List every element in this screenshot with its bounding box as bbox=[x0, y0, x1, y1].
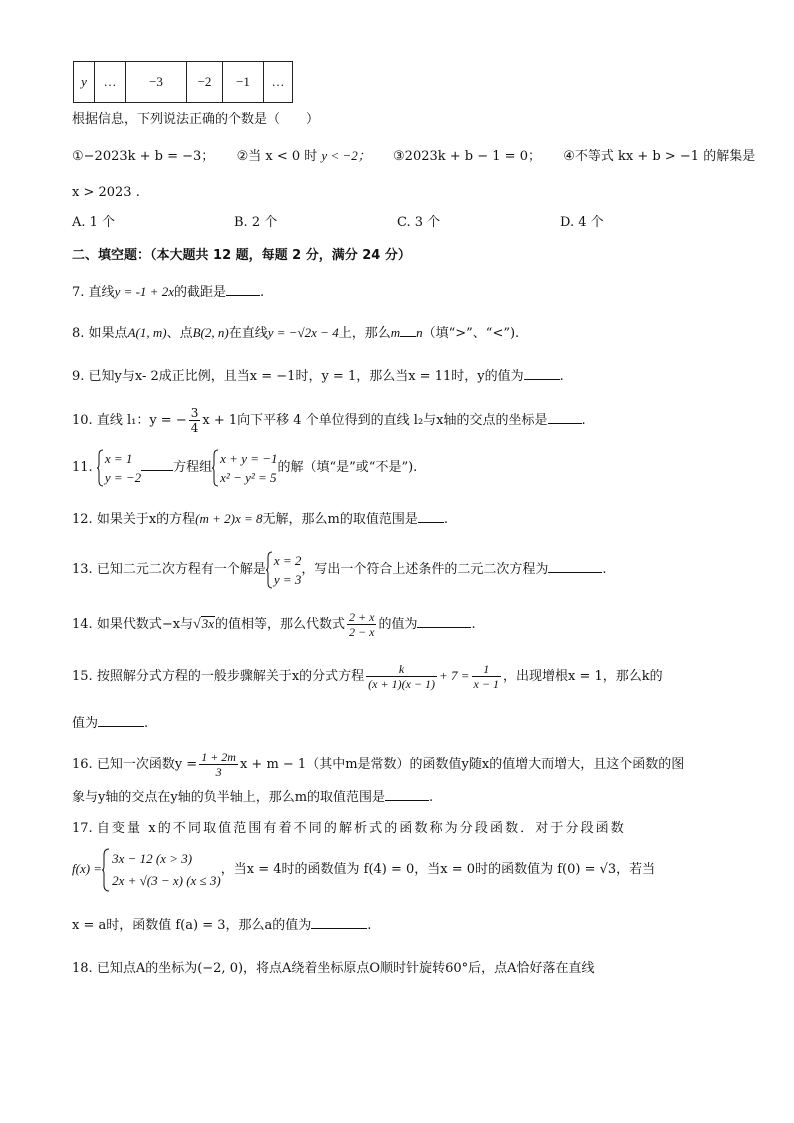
table-cell: … bbox=[95, 62, 126, 103]
q13-text: 已知二元二次方程有一个解是 bbox=[96, 562, 266, 577]
question-10 bbox=[72, 406, 754, 435]
question-number: 12. bbox=[72, 512, 97, 527]
brace-icon bbox=[102, 848, 110, 892]
case-row: 2x + √(3 − x) (x ≤ 3) bbox=[112, 872, 221, 888]
brace-icon bbox=[97, 449, 104, 487]
answer-blank[interactable] bbox=[417, 615, 471, 628]
solution-system bbox=[97, 449, 141, 487]
q12-equation: (m + 2)x = 8 bbox=[195, 511, 263, 526]
brace-icon bbox=[266, 551, 273, 589]
q7-equation: y = -1 + 2x bbox=[114, 284, 174, 299]
q15-text: ，出现增根x = 1，那么k的 bbox=[502, 669, 663, 684]
question-number: 18. bbox=[72, 961, 97, 976]
q8-text: 、点 bbox=[166, 326, 193, 341]
question-number: 13. bbox=[72, 562, 97, 577]
frac-denominator: 2 − x bbox=[349, 625, 375, 639]
q17-text: ，当x = 4时的函数值为 f(4) = 0，当x = 0时的函数值为 f(0) = √3，若当 bbox=[220, 862, 656, 877]
question-7 bbox=[72, 283, 754, 302]
var-n: n bbox=[416, 325, 423, 340]
q16-text: 象与y轴的交点在y轴的负半轴上，那么m的取值范围是 bbox=[72, 790, 386, 805]
q8-equation: y = −√2x − 4 bbox=[267, 325, 339, 340]
q14-text: 的值相等，那么代数式 bbox=[215, 617, 346, 632]
system-row: y = 3 bbox=[273, 571, 302, 587]
q17-text: 自变量 x的不同取值范围有着不同的解析式的函数称为分段函数．对于分段函数 bbox=[96, 821, 626, 836]
q11-text: 的解（填“是”或“不是”). bbox=[277, 460, 418, 475]
point-a: A(1, m) bbox=[127, 325, 167, 340]
table-cell: −1 bbox=[223, 62, 264, 103]
point-b: B(2, n) bbox=[192, 325, 229, 340]
frac-denominator: x − 1 bbox=[473, 677, 499, 691]
question-17-function bbox=[72, 846, 754, 892]
question-8 bbox=[72, 324, 754, 343]
frac-numerator: k bbox=[366, 662, 437, 677]
brace-icon bbox=[212, 449, 219, 487]
statement-2-cond: y < −2； bbox=[321, 148, 371, 163]
q12-text: 无解，那么m的取值范围是 bbox=[262, 512, 418, 527]
question-17 bbox=[72, 820, 754, 838]
statement-1: ①−2023k + b = −3； bbox=[72, 149, 215, 164]
question-9 bbox=[72, 367, 754, 386]
q8-text: （填“>”、“<”). bbox=[422, 326, 520, 341]
answer-blank[interactable] bbox=[548, 560, 602, 573]
q8-text: 在直线 bbox=[228, 326, 268, 341]
section-title: 二、填空题：（本大题共 12 题，每题 2 分，满分 24 分） bbox=[72, 248, 411, 263]
q16-end: . bbox=[429, 790, 434, 805]
q13-end: . bbox=[602, 562, 607, 577]
value-table bbox=[73, 61, 293, 103]
answer-blank[interactable] bbox=[141, 458, 173, 471]
var-m: m bbox=[390, 325, 401, 340]
q16-text: x + m − 1（其中m是常数）的函数值y随x的值增大而增大，且这个函数的图 bbox=[239, 757, 685, 772]
q14-text: 的值为 bbox=[378, 617, 418, 632]
solution-system bbox=[266, 551, 302, 589]
q14-end: . bbox=[471, 617, 476, 632]
answer-blank[interactable] bbox=[548, 411, 582, 424]
q10-text: 直线 l₁：y = − bbox=[96, 413, 187, 428]
q15-text: 值为 bbox=[72, 716, 99, 731]
question-16-cont bbox=[72, 788, 754, 807]
question-number: 7. bbox=[72, 285, 89, 300]
answer-blank[interactable] bbox=[98, 714, 144, 727]
answer-blank[interactable] bbox=[400, 324, 416, 337]
q14-text: 如果代数式−x与 bbox=[96, 617, 194, 632]
question-number: 16. bbox=[72, 757, 97, 772]
question-12 bbox=[72, 510, 754, 529]
option-a: A. 1 个 bbox=[72, 215, 116, 230]
answer-blank[interactable] bbox=[418, 510, 444, 523]
q8-text: 如果点 bbox=[88, 326, 128, 341]
q6-prompt: 根据信息，下列说法正确的个数是（ ） bbox=[72, 112, 320, 127]
answer-blank[interactable] bbox=[226, 283, 260, 296]
question-11 bbox=[72, 447, 754, 489]
q15-text: 按照解分式方程的一般步骤解关于x的分式方程 bbox=[96, 669, 365, 684]
question-number: 8. bbox=[72, 326, 89, 341]
question-18 bbox=[72, 960, 754, 978]
system-row: x = 2 bbox=[273, 552, 302, 568]
table-cell: … bbox=[264, 62, 293, 103]
q12-end: . bbox=[443, 512, 448, 527]
q7-end: . bbox=[260, 285, 265, 300]
q17-end: . bbox=[367, 918, 372, 933]
frac-numerator: 3 bbox=[190, 406, 199, 420]
q9-end: . bbox=[559, 369, 564, 384]
table-header-y: y bbox=[74, 62, 95, 103]
frac-denominator: (x + 1)(x − 1) bbox=[368, 677, 435, 691]
question-number: 14. bbox=[72, 617, 97, 632]
statement-4-cont: x > 2023 . bbox=[72, 185, 140, 200]
statement-4: ④不等式 kx + b > −1 的解集是 bbox=[563, 149, 756, 164]
equation-system bbox=[212, 449, 277, 487]
q11-text: 方程组 bbox=[173, 460, 213, 475]
question-number: 17. bbox=[72, 821, 97, 836]
fraction bbox=[199, 750, 238, 779]
question-number: 11. bbox=[72, 460, 97, 475]
case-row: 3x − 12 (x > 3) bbox=[112, 850, 193, 866]
q10-text: x + 1向下平移 4 个单位得到的直线 l₂与x轴的交点的坐标是 bbox=[202, 413, 548, 428]
q16-text: 已知一次函数y = bbox=[96, 757, 198, 772]
answer-blank[interactable] bbox=[524, 367, 560, 380]
question-14: 14. 如果代数式−x与√3x的值相等，那么代数式 $\frac{2 + x}{2 - x}$ 的值为 . bbox=[72, 610, 476, 639]
statement-3: ③2023k + b − 1 = 0； bbox=[393, 149, 541, 164]
q8-text: 上，那么 bbox=[338, 326, 391, 341]
frac-numerator: 1 + 2m bbox=[201, 750, 236, 764]
frac-denominator: 3 bbox=[215, 765, 222, 779]
question-number: 9. bbox=[72, 369, 89, 384]
q13-text: ，写出一个符合上述条件的二元二次方程为 bbox=[301, 562, 549, 577]
q6-statements bbox=[72, 147, 754, 166]
answer-blank[interactable] bbox=[311, 916, 367, 929]
option-b: B. 2 个 bbox=[234, 215, 278, 230]
question-15 bbox=[72, 659, 754, 693]
statement-2: ②当 x < 0 时 bbox=[236, 149, 318, 164]
answer-blank[interactable] bbox=[385, 788, 429, 801]
q18-text: 已知点A的坐标为(−2, 0)，将点A绕着坐标原点O顺时针旋转60°后，点A恰好落在直线 bbox=[96, 961, 595, 976]
q7-text: 的截距是 bbox=[173, 285, 226, 300]
frac-numerator: 1 bbox=[472, 662, 501, 677]
system-row: y = −2 bbox=[104, 469, 142, 485]
q15-end: . bbox=[144, 716, 149, 731]
table-cell: −2 bbox=[187, 62, 223, 103]
piecewise-function: f(x) = bbox=[72, 861, 103, 876]
q9-text: 已知y与x- 2成正比例，且当x = −1时，y = 1，那么当x = 11时，y的值为 bbox=[88, 369, 524, 384]
fraction bbox=[366, 662, 437, 691]
fraction bbox=[472, 662, 501, 691]
option-c: C. 3 个 bbox=[397, 215, 441, 230]
q12-text: 如果关于x的方程 bbox=[96, 512, 196, 527]
q10-end: . bbox=[581, 413, 586, 428]
question-13 bbox=[72, 549, 754, 591]
system-row: x² − y² = 5 bbox=[220, 469, 277, 485]
frac-numerator: 2 + x bbox=[349, 610, 375, 624]
system-row: x = 1 bbox=[104, 450, 133, 466]
table-cell: −3 bbox=[126, 62, 187, 103]
piecewise-cases bbox=[102, 848, 221, 892]
frac-denominator: 4 bbox=[190, 421, 199, 435]
fraction bbox=[189, 406, 201, 435]
q15-operator: + 7 = bbox=[439, 668, 470, 683]
question-16 bbox=[72, 748, 754, 782]
q7-text: 直线 bbox=[88, 285, 115, 300]
question-number: 15. bbox=[72, 669, 97, 684]
q17-text: x = a时，函数值 f(a) = 3，那么a的值为 bbox=[72, 918, 312, 933]
option-d: D. 4 个 bbox=[560, 215, 604, 230]
question-15-cont bbox=[72, 714, 754, 733]
fraction bbox=[347, 610, 376, 639]
sqrt-radicand: 3x bbox=[201, 616, 215, 631]
question-17-cont bbox=[72, 916, 754, 935]
system-row: x + y = −1 bbox=[220, 450, 278, 466]
question-number: 10. bbox=[72, 413, 97, 428]
